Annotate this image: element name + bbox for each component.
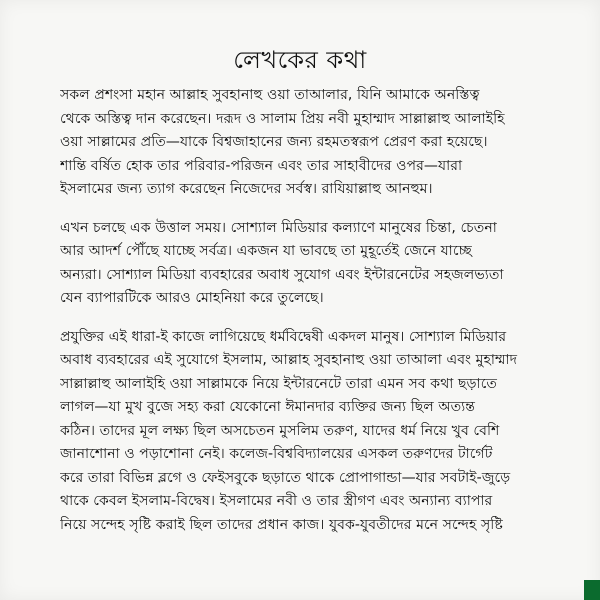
text-line: যেন ব্যাপারটিকে আরও মোহনিয়া করে তুলেছে। bbox=[60, 290, 324, 306]
cover-edge-strip bbox=[584, 580, 600, 600]
text-line: থেকে অস্তিত্ব দান করেছেন। দরূদ ও সালাম প্রিয় নবী মুহাম্মাদ সাল্লাল্লাহু আলাইহি bbox=[60, 110, 505, 127]
text-line: ইসলামের জন্য ত্যাগ করেছেন নিজেদের সর্বস্ব। রাযিয়াল্লাহু আনহুম। bbox=[60, 181, 433, 197]
text-line: কঠিন। তাদের মূল লক্ষ্য ছিল অসচেতন মুসলিম তরুণ, যাদের ধর্ম নিয়ে খুব বেশি bbox=[60, 422, 500, 439]
text-line: জানাশোনা ও পড়াশোনা নেই। কলেজ-বিশ্ববিদ্যালয়ের এসকল তরুণদের টার্গেট bbox=[60, 446, 493, 462]
text-line: অবাধ ব্যবহারের এই সুযোগে ইসলাম, আল্লাহ সুবহানাহু ওয়া তাআলা এবং মুহাম্মাদ bbox=[60, 352, 518, 368]
text-line: সাল্লাল্লাহু আলাইহি ওয়া সাল্লামকে নিয়ে ইন্টারনেটে তারা এমন সব কথা ছড়াতে bbox=[60, 375, 497, 392]
text-line: অন্যরা। সোশ্যাল মিডিয়া ব্যবহারের অবাধ সুযোগ এবং ইন্টারনেটের সহজলভ্যতা bbox=[60, 266, 504, 283]
text-line: ওয়া সাল্লামের প্রতি—যাকে বিশ্বজাহানের জন্য রহমতস্বরূপ প্রেরণ করা হয়েছে। bbox=[60, 134, 488, 150]
text-line: থাকে কেবল ইসলাম-বিদ্বেষ। ইসলামের নবী ও তার স্ত্রীগণ এবং অন্যান্য ব্যাপার bbox=[60, 493, 493, 509]
text-line: আর আদর্শ পৌঁছে যাচ্ছে সর্বত্র। একজন যা ভাবছে তা মুহূর্তেই জেনে যাচ্ছে bbox=[60, 243, 472, 259]
text-line: সকল প্রশংসা মহান আল্লাহ সুবহানাহু ওয়া তাআলার, যিনি আমাকে অনস্তিত্ব bbox=[60, 87, 480, 103]
paragraph bbox=[60, 326, 560, 538]
paragraph bbox=[60, 217, 560, 311]
paragraph bbox=[60, 84, 560, 202]
page-heading: লেখকের কথা bbox=[233, 46, 367, 74]
text-line: শান্তি বর্ষিত হোক তার পরিবার-পরিজন এবং তার সাহাবীদের ওপর—যারা bbox=[60, 157, 463, 174]
text-line: লাগল—যা মুখ বুজে সহ্য করা যেকোনো ঈমানদার ব্যক্তির জন্য ছিল অত্যন্ত bbox=[60, 399, 476, 415]
text-line: প্রযুক্তির এই ধারা-ই কাজে লাগিয়েছে ধর্মবিদ্বেষী একদল মানুষ। সোশ্যাল মিডিয়ার bbox=[60, 328, 507, 345]
text-line: নিয়ে সন্দেহ সৃষ্টি করাই ছিল তাদের প্রধান কাজ। যুবক-যুবতীদের মনে সন্দেহ সৃষ্টি bbox=[60, 516, 503, 533]
text-line: করে তারা বিভিন্ন ব্লগে ও ফেইসবুকে ছড়াতে থাকে প্রোপাগান্ডা—যার সবটাই-জুড়ে bbox=[60, 469, 511, 486]
text-line: এখন চলছে এক উত্তাল সময়। সোশ্যাল মিডিয়ার কল্যাণে মানুষের চিন্তা, চেতনা bbox=[60, 219, 497, 236]
body-text bbox=[60, 84, 560, 594]
